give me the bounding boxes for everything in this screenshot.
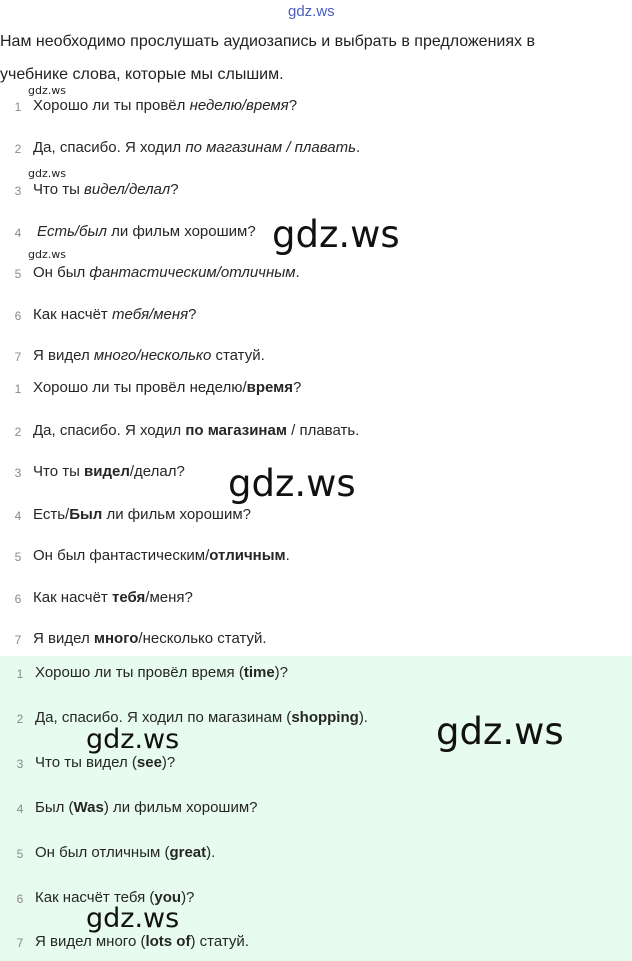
item-number: 5 [16, 847, 24, 861]
item-number: 4 [16, 802, 24, 816]
item-text: Да, спасибо. Я ходил по магазинам / плавать. [33, 422, 360, 439]
item-text: Что ты видел (see)? [35, 754, 176, 771]
item-number: 2 [16, 712, 24, 726]
watermark: gdz.ws [228, 462, 356, 505]
item-text: Есть/был ли фильм хорошим? [37, 223, 256, 240]
item-text: Да, спасибо. Я ходил по магазинам / плавать. [33, 139, 361, 156]
item-text: Как насчёт тебя/меня? [33, 589, 193, 606]
item-text: Хорошо ли ты провёл время (time)? [35, 664, 289, 681]
item-text: Что ты видел/делал? [33, 181, 179, 198]
item-number: 1 [16, 667, 24, 681]
item-number: 4 [14, 226, 22, 240]
item-number: 1 [14, 100, 22, 114]
watermark: gdz.ws [28, 84, 66, 97]
watermark: gdz.ws [272, 213, 400, 256]
item-text: Он был фантастическим/отличным. [33, 547, 290, 564]
item-number: 4 [14, 509, 22, 523]
item-number: 6 [14, 309, 22, 323]
watermark: gdz.ws [28, 167, 66, 180]
item-number: 1 [14, 382, 22, 396]
item-number: 3 [14, 184, 22, 198]
item-number: 7 [16, 936, 24, 950]
item-text: Хорошо ли ты провёл неделю/время? [33, 97, 298, 114]
watermark: gdz.ws [86, 903, 180, 934]
site-watermark-top: gdz.ws [288, 3, 335, 20]
item-text: Что ты видел/делал? [33, 463, 185, 480]
item-text: Есть/Был ли фильм хорошим? [33, 506, 251, 523]
item-number: 2 [14, 425, 22, 439]
item-number: 3 [16, 757, 24, 771]
item-text: Я видел много (lots of) статуй. [35, 933, 249, 950]
item-text: Я видел много/несколько статуй. [33, 347, 265, 364]
item-number: 6 [16, 892, 24, 906]
item-text: Я видел много/несколько статуй. [33, 630, 267, 647]
item-number: 5 [14, 267, 22, 281]
watermark: gdz.ws [436, 710, 564, 753]
item-text: Он был отличным (great). [35, 844, 216, 861]
item-number: 6 [14, 592, 22, 606]
intro-text-line-2: учебнике слова, которые мы слышим. [0, 66, 284, 83]
item-text: Да, спасибо. Я ходил по магазинам (shopping). [35, 709, 368, 726]
item-text: Он был фантастическим/отличным. [33, 264, 300, 281]
item-number: 7 [14, 350, 22, 364]
watermark: gdz.ws [28, 248, 66, 261]
item-number: 7 [14, 633, 22, 647]
item-text: Как насчёт тебя (you)? [35, 889, 195, 906]
item-text: Хорошо ли ты провёл неделю/время? [33, 379, 302, 396]
item-number: 2 [14, 142, 22, 156]
watermark: gdz.ws [86, 724, 180, 755]
item-number: 3 [14, 466, 22, 480]
item-text: Как насчёт тебя/меня? [33, 306, 197, 323]
intro-text-line-1: Нам необходимо прослушать аудиозапись и выбрать в предложениях в [0, 33, 535, 50]
item-number: 5 [14, 550, 22, 564]
item-text: Был (Was) ли фильм хорошим? [35, 799, 258, 816]
